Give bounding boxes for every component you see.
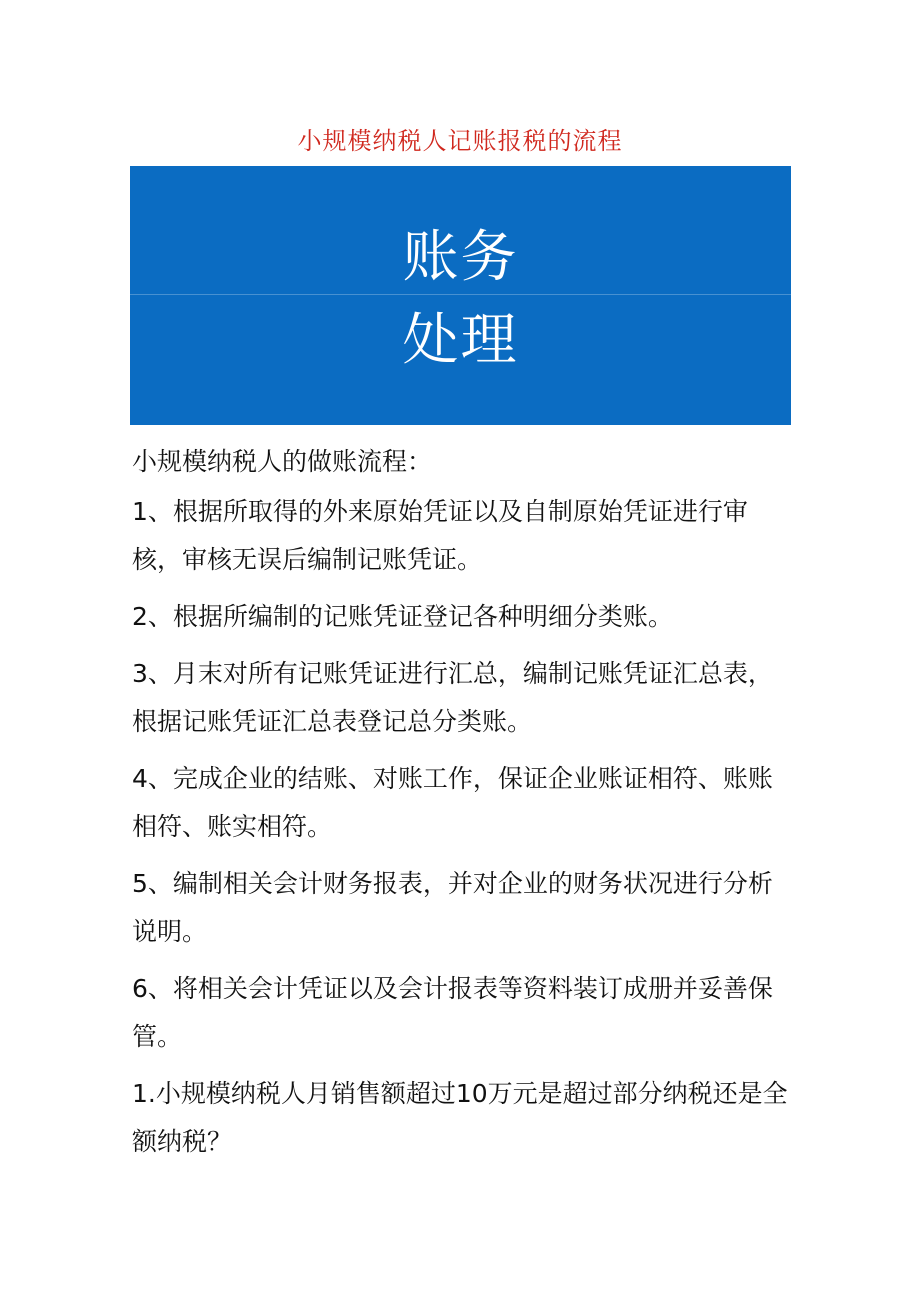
intro-paragraph: 小规模纳税人的做账流程：: [132, 447, 433, 476]
step-paragraph-3: 3、月末对所有记账凭证进行汇总，编制记账凭证汇总表，根据记账凭证汇总表登记总分类账。: [132, 659, 773, 736]
document-body: [132, 438, 797, 1175]
step-paragraph-5: 5、编制相关会计财务报表，并对企业的财务状况进行分析说明。: [132, 869, 773, 946]
step-paragraph-4: 4、完成企业的结账、对账工作，保证企业账证相符、账账相符、账实相符。: [132, 764, 773, 841]
step-paragraph-1: 1、根据所取得的外来原始凭证以及自制原始凭证进行审核，审核无误后编制记账凭证。: [132, 497, 748, 574]
banner-line-2: 处理: [402, 308, 519, 373]
banner-line-1: 账务: [402, 225, 519, 290]
document-title: 小规模纳税人记账报税的流程: [297, 127, 623, 155]
step-paragraph-6: 6、将相关会计凭证以及会计报表等资料装订成册并妥善保管。: [132, 974, 773, 1051]
question-paragraph: 1.小规模纳税人月销售额超过10万元是超过部分纳税还是全额纳税？: [132, 1079, 788, 1156]
step-paragraph-2: 2、根据所编制的记账凭证登记各种明细分类账。: [132, 602, 673, 631]
section-banner: [130, 166, 791, 425]
banner-divider: [130, 294, 791, 295]
